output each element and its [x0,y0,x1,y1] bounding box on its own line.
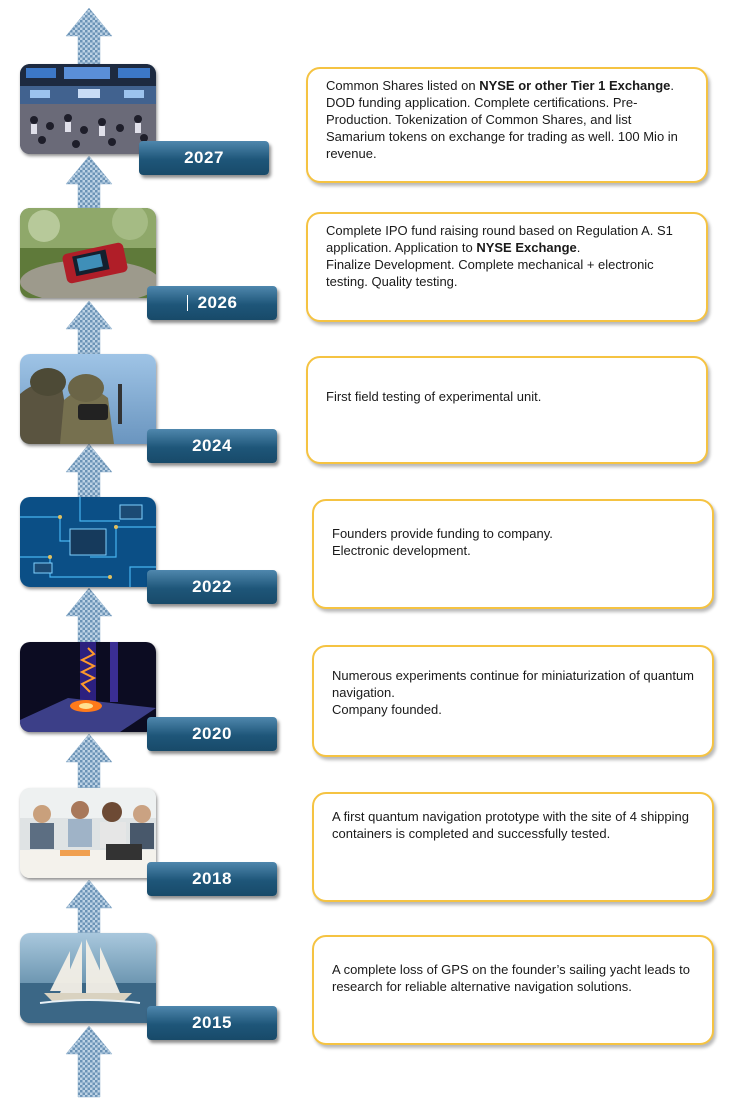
milestone-photo-soldiers-with-device [20,354,156,444]
year-text: 2026 [197,293,238,312]
description-line: Founders provide funding to company. [332,526,553,541]
description-line: Finalize Development. Complete mechanical + electronic testing. Quality testing. [326,257,654,289]
year-text: 2022 [192,577,232,596]
description-line: A first quantum navigation prototype with the site of 4 shipping containers is completed and successfully tested. [332,809,689,841]
milestone-description-2018 [312,792,714,902]
year-label-2020 [147,717,277,751]
text-cursor-icon [187,295,188,311]
up-arrow-icon [66,1026,112,1097]
year-text: 2024 [192,436,232,455]
year-label-2027 [139,141,269,175]
up-arrow-icon [66,588,112,642]
emphasis-text: NYSE or other Tier 1 Exchange [479,78,671,93]
milestone-description-2027 [306,67,708,183]
milestone-photo-circuit-board [20,497,156,587]
year-label-2022 [147,570,277,604]
description-line: Company founded. [332,702,442,717]
year-label-2015 [147,1006,277,1040]
milestone-description-2015 [312,935,714,1045]
description-line: A complete loss of GPS on the founder’s sailing yacht leads to research for reliable alternative navigation solutions. [332,962,690,994]
year-text: 2018 [192,869,232,888]
up-arrow-icon [66,301,112,354]
up-arrow-icon [66,156,112,208]
description-line: Electronic development. [332,543,471,558]
year-text: 2020 [192,724,232,743]
year-label-2024 [147,429,277,463]
milestone-description-2026 [306,212,708,322]
description-line: First field testing of experimental unit. [326,389,542,404]
year-text: 2027 [184,148,224,167]
milestone-photo-team-meeting [20,788,156,878]
year-text: 2015 [192,1013,232,1032]
up-arrow-icon [66,444,112,497]
milestone-description-2020 [312,645,714,757]
up-arrow-icon [66,734,112,788]
milestone-photo-handheld-device-on-rock [20,208,156,298]
description-line: Complete IPO fund raising round based on Regulation A. S1 application. Application to NYSE Exchange. [326,223,673,255]
milestone-photo-sailing-yacht [20,933,156,1023]
up-arrow-icon [66,8,112,64]
milestone-description-2024 [306,356,708,464]
year-label-2018 [147,862,277,896]
description-line: Numerous experiments continue for miniaturization of quantum navigation. [332,668,695,700]
year-label-2026 [147,286,277,320]
up-arrow-icon [66,880,112,933]
description-line: Common Shares listed on NYSE or other Tier 1 Exchange. DOD funding application. Complete certifications. Pre-Production. Tokenization of Common Shares, and list Samarium tokens on exchange for trading as well. 100 Mio in revenue. [326,78,678,161]
milestone-photo-quantum-chip-light [20,642,156,732]
milestone-photo-stock-exchange-floor [20,64,156,154]
milestone-description-2022 [312,499,714,609]
emphasis-text: NYSE Exchange [476,240,577,255]
